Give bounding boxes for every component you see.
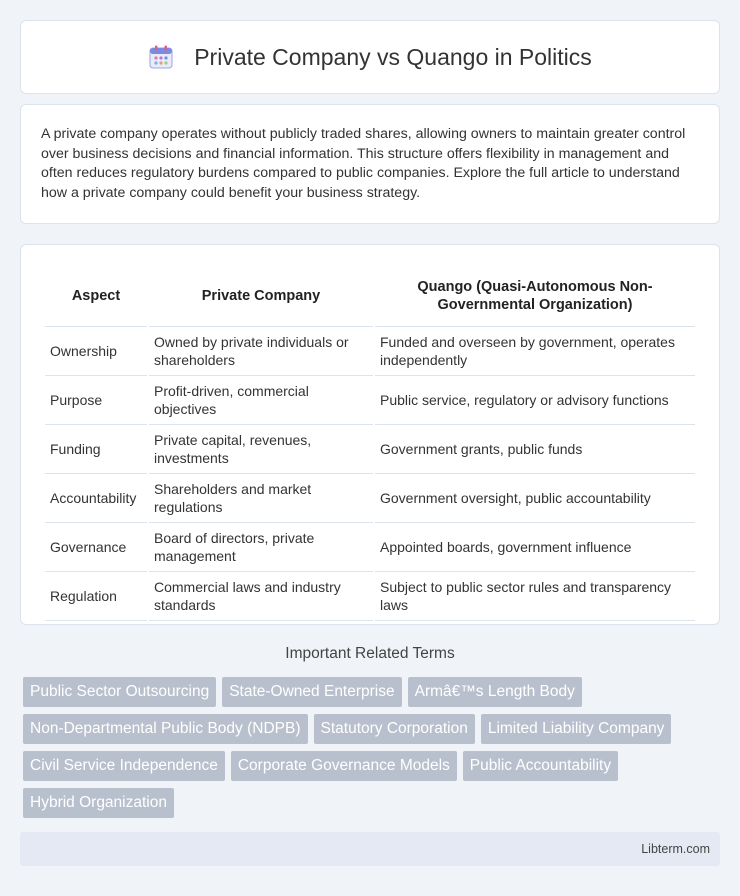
row-private: Shareholders and market regulations	[149, 474, 373, 523]
row-quango: Appointed boards, government influence	[375, 523, 695, 572]
comparison-table-card	[20, 244, 720, 625]
related-term-tag[interactable]: Civil Service Independence	[23, 751, 225, 781]
intro-card	[20, 104, 720, 224]
row-quango: Government oversight, public accountability	[375, 474, 695, 523]
row-quango: Government grants, public funds	[375, 425, 695, 474]
calendar-icon	[148, 44, 174, 70]
footer	[20, 832, 720, 866]
row-private: Board of directors, private management	[149, 523, 373, 572]
related-term-tag[interactable]: Armâ€™s Length Body	[408, 677, 582, 707]
row-quango: Funded and overseen by government, operates independently	[375, 327, 695, 376]
table-row	[45, 425, 695, 474]
header-quango: Quango (Quasi-Autonomous Non-Governmental Organization)	[375, 265, 695, 327]
row-aspect: Purpose	[45, 376, 147, 425]
table-row	[45, 523, 695, 572]
row-private: Commercial laws and industry standards	[149, 572, 373, 621]
row-aspect: Ownership	[45, 327, 147, 376]
related-term-tag[interactable]: Public Sector Outsourcing	[23, 677, 216, 707]
row-aspect: Funding	[45, 425, 147, 474]
header-aspect: Aspect	[45, 265, 147, 327]
row-private: Private capital, revenues, investments	[149, 425, 373, 474]
row-private: Owned by private individuals or shareholders	[149, 327, 373, 376]
comparison-table	[43, 265, 697, 621]
related-term-tag[interactable]: Hybrid Organization	[23, 788, 174, 818]
page-title: Private Company vs Quango in Politics	[194, 43, 592, 70]
related-term-tag[interactable]: Limited Liability Company	[481, 714, 672, 744]
related-terms-title: Important Related Terms	[285, 645, 455, 662]
row-aspect: Accountability	[45, 474, 147, 523]
header-private-company: Private Company	[149, 265, 373, 327]
table-header-row	[45, 265, 695, 327]
related-term-tag[interactable]: Public Accountability	[463, 751, 618, 781]
footer-site-link[interactable]: Libterm.com	[641, 842, 710, 856]
related-term-tag[interactable]: Corporate Governance Models	[231, 751, 457, 781]
title-card	[20, 20, 720, 94]
row-private: Profit-driven, commercial objectives	[149, 376, 373, 425]
row-aspect: Governance	[45, 523, 147, 572]
table-row	[45, 376, 695, 425]
related-term-tag[interactable]: Non-Departmental Public Body (NDPB)	[23, 714, 308, 744]
row-aspect: Regulation	[45, 572, 147, 621]
row-quango: Subject to public sector rules and transparency laws	[375, 572, 695, 621]
table-row	[45, 474, 695, 523]
table-row	[45, 572, 695, 621]
related-term-tag[interactable]: State-Owned Enterprise	[222, 677, 401, 707]
intro-text: A private company operates without publicly traded shares, allowing owners to maintain greater control over business decisions and financial information. This structure offers flexibility in management and often reduces regulatory burdens compared to public companies. Explore the full article to understand how a private company could benefit your business strategy.	[41, 126, 686, 201]
row-quango: Public service, regulatory or advisory functions	[375, 376, 695, 425]
table-row	[45, 327, 695, 376]
related-terms-list	[23, 677, 713, 818]
related-term-tag[interactable]: Statutory Corporation	[314, 714, 475, 744]
